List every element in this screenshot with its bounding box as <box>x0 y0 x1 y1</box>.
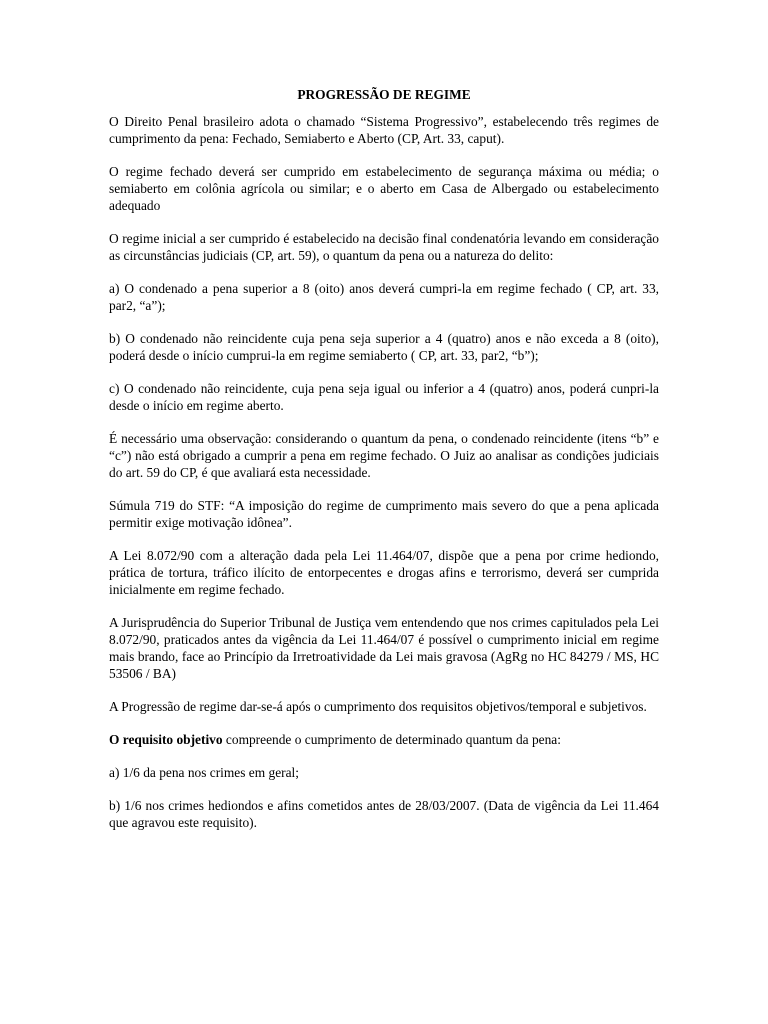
document-title: PROGRESSÃO DE REGIME <box>297 87 471 102</box>
requisito-objetivo-label: O requisito objetivo <box>109 732 223 747</box>
paragraph-item-c: c) O condenado não reincidente, cuja pena seja igual ou inferior a 4 (quatro) anos, poderá cunpri-la desde o início em regime aberto. <box>109 381 659 413</box>
paragraph-item-b: b) O condenado não reincidente cuja pena seja superior a 4 (quatro) anos e não exceda a 8 (oito), poderá desde o início cumprui-la em regime semiaberto ( CP, art. 33, par2, “b”); <box>109 331 659 363</box>
paragraph-lei-8072: A Lei 8.072/90 com a alteração dada pela Lei 11.464/07, dispõe que a pena por crime hediondo, prática de tortura, tráfico ilícito de entorpecentes e drogas afins e terrorismo, deverá ser cumprida inicialmente em regime fechado. <box>109 548 659 597</box>
paragraph-regime-inicial: O regime inicial a ser cumprido é estabelecido na decisão final condenatória levando em consideração as circunstâncias judiciais (CP, art. 59), o quantum da pena ou a natureza do delito: <box>109 231 659 263</box>
paragraph-progressao: A Progressão de regime dar-se-á após o cumprimento dos requisitos objetivos/temporal e subjetivos. <box>109 699 647 714</box>
paragraph-regime-fechado: O regime fechado deverá ser cumprido em estabelecimento de segurança máxima ou média; o semiaberto em colônia agrícola ou similar; e o aberto em Casa de Albergado ou estabelecimento adequado <box>109 164 659 213</box>
document-page <box>109 80 659 847</box>
list-item-b: b) 1/6 nos crimes hediondos e afins cometidos antes de 28/03/2007. (Data de vigência da Lei 11.464 que agravou este requisito). <box>109 798 659 830</box>
paragraph-sistema-progressivo: O Direito Penal brasileiro adota o chamado “Sistema Progressivo”, estabelecendo três regimes de cumprimento da pena: Fechado, Semiaberto e Aberto (CP, Art. 33, caput). <box>109 114 659 146</box>
paragraph-sumula-719: Súmula 719 do STF: “A imposição do regime de cumprimento mais severo do que a pena aplicada permitir exige motivação idônea”. <box>109 498 659 530</box>
paragraph-item-a: a) O condenado a pena superior a 8 (oito) anos deverá cumpri-la em regime fechado ( CP, art. 33, par2, “a”); <box>109 281 659 313</box>
paragraph-jurisprudencia-stj: A Jurisprudência do Superior Tribunal de Justiça vem entendendo que nos crimes capitulados pela Lei 8.072/90, praticados antes da vigência da Lei 11.464/07 é possível o cumprimento inicial em regime mais brando, face ao Princípio da Irretroatividade da Lei mais gravosa (AgRg no HC 84279 / MS, HC 53506 / BA) <box>109 615 659 681</box>
paragraph-requisito-objetivo <box>109 731 659 748</box>
paragraph-observacao: É necessário uma observação: considerando o quantum da pena, o condenado reincidente (itens “b” e “c”) não está obrigado a cumprir a pena em regime fechado. O Juiz ao analisar as condições judiciais do art. 59 do CP, é que avaliará esta necessidade. <box>109 431 659 480</box>
requisito-objetivo-text: compreende o cumprimento de determinado quantum da pena: <box>222 732 561 747</box>
list-item-a: a) 1/6 da pena nos crimes em geral; <box>109 765 299 780</box>
